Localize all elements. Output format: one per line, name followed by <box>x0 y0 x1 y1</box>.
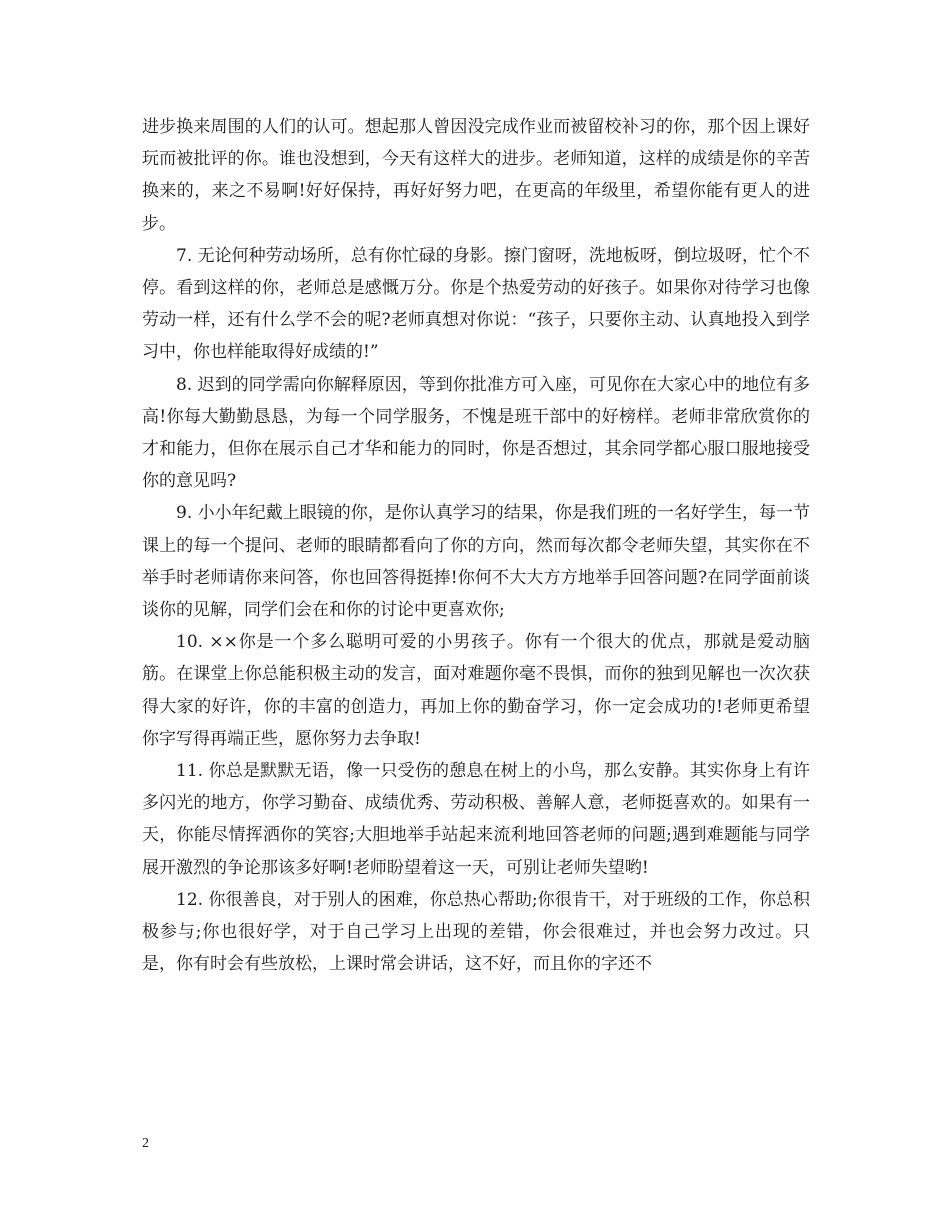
paragraph-continuation: 进步换来周围的人们的认可。想起那人曾因没完成作业而被留校补习的你，那个因上课好玩而被批评的你。谁也没想到，今天有这样大的进步。老师知道，这样的成绩是你的辛苦换来的，来之不易啊!好好保持，再好好努力吧，在更高的年级里，希望你能有更人的进步。 <box>142 117 810 234</box>
document-body <box>142 111 810 980</box>
paragraph-item-8: 8. 迟到的同学需向你解释原因，等到你批准方可入座，可见你在大家心中的地位有多高!你每大勤勤恳恳，为每一个同学服务，不愧是班干部中的好榜样。老师非常欣赏你的才和能力，但你在展示自己才华和能力的同时，你是否想过，其余同学都心服口服地接受你的意见吗? <box>142 374 810 492</box>
paragraph-item-12: 12. 你很善良，对于别人的困难，你总热心帮助;你很肯干，对于班级的工作，你总积极参与;你也很好学，对于自己学习上出现的差错，你会很难过，并也会努力改过。只是，你有时会有些放松，上课时常会讲话，这不好，而且你的字还不 <box>142 889 810 975</box>
paragraph-item-9: 9. 小小年纪戴上眼镜的你，是你认真学习的结果，你是我们班的一名好学生，每一节课上的每一个提问、老师的眼睛都看向了你的方向，然而每次都令老师失望，其实你在不举手时老师请你来问答，你也回答得挺捧!你何不大大方方地举手回答问题?在同学面前谈谈你的见解，同学们会在和你的讨论中更喜欢你; <box>142 503 810 621</box>
paragraph-item-10: 10. ××你是一个多么聪明可爱的小男孩子。你有一个很大的优点，那就是爱动脑筋。在课堂上你总能积极主动的发言，面对难题你毫不畏惧，而你的独到见解也一次次获得大家的好许，你的丰富的创造力，再加上你的勤奋学习，你一定会成功的!老师更希望你字写得再端正些，愿你努力去争取! <box>142 632 810 749</box>
page-number: 2 <box>142 1136 149 1151</box>
paragraph-item-7: 7. 无论何种劳动场所，总有你忙碌的身影。擦门窗呀，洗地板呀，倒垃圾呀，忙个不停。看到这样的你，老师总是感慨万分。你是个热爱劳动的好孩子。如果你对待学习也像劳动一样，还有什么学不会的呢?老师真想对你说：“孩子，只要你主动、认真地投入到学习中，你也样能取得好成绩的!” <box>142 245 810 363</box>
paragraph-item-11: 11. 你总是默默无语，像一只受伤的憩息在树上的小鸟，那么安静。其实你身上有许多闪光的地方，你学习勤奋、成绩优秀、劳动积极、善解人意，老师挺喜欢的。如果有一天，你能尽情挥洒你的笑容;大胆地举手站起来流利地回答老师的问题;遇到难题能与同学展开激烈的争论那该多好啊!老师盼望着这一天，可别让老师失望哟! <box>142 761 810 878</box>
